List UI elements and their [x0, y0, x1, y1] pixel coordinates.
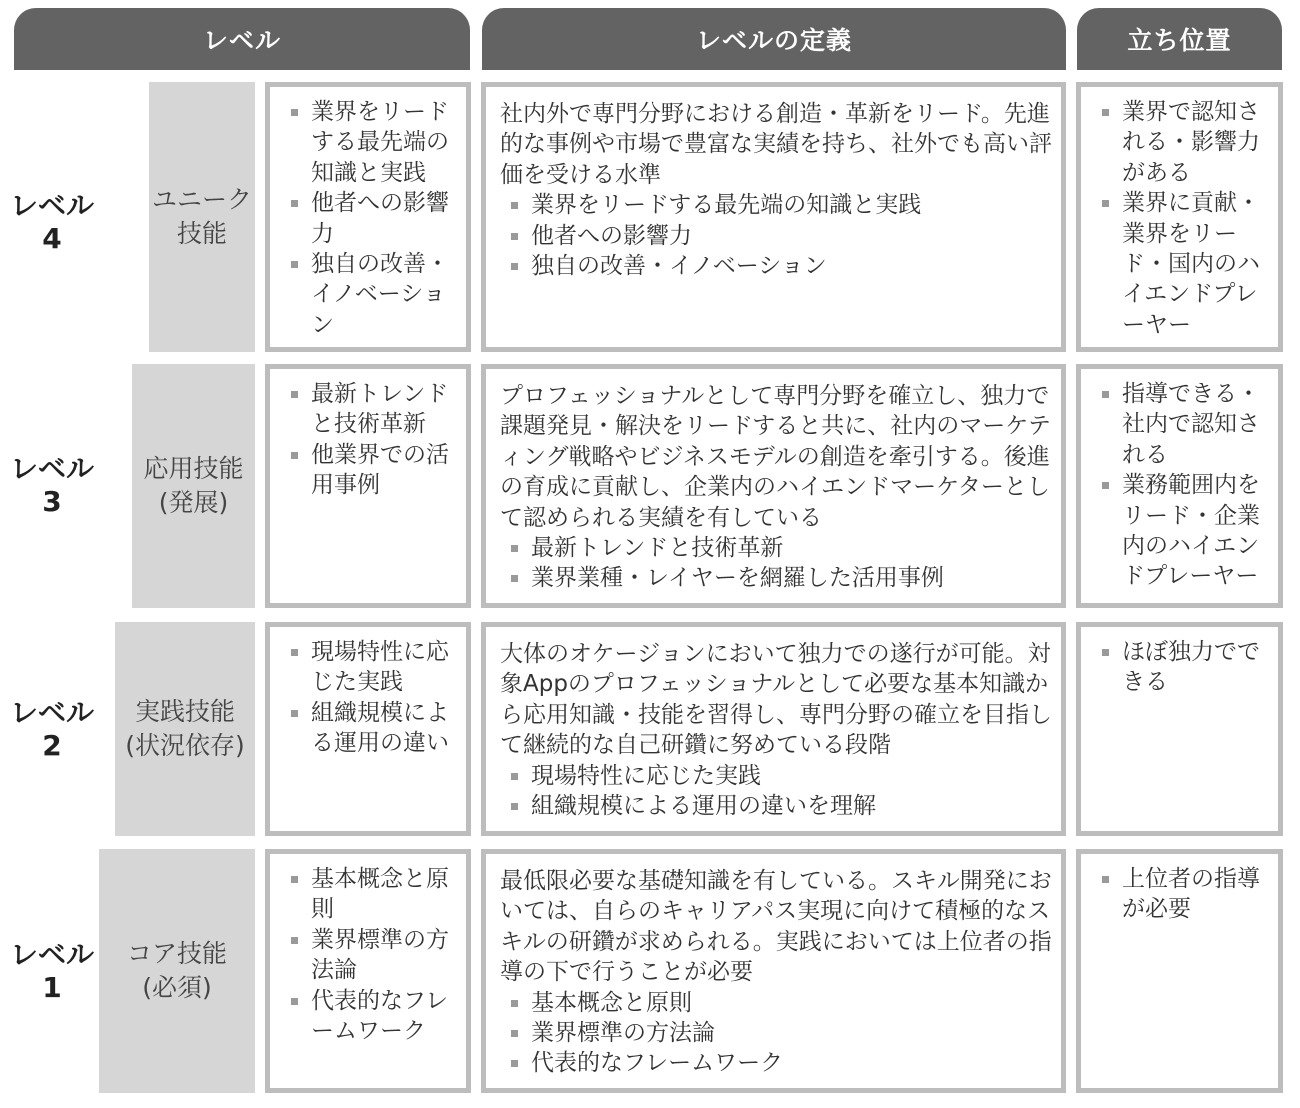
- definition-text: 最低限必要な基礎知識を有している。スキル開発においては、自らのキャリアパス実現に向けて積極的なスキルの研鑽が求められる。実践においては上位者の指導の下で行うことが必要: [500, 868, 1052, 986]
- header-definition: レベルの定義: [482, 8, 1066, 70]
- definition-bullet: 基本概念と原則: [508, 988, 1053, 1018]
- position-item: ほぼ独力でできる: [1099, 637, 1272, 698]
- level-3-label: レベル 3: [9, 452, 94, 518]
- level-2-label: レベル 2: [9, 696, 94, 762]
- definition-bullet: 他者への影響力: [508, 221, 1053, 251]
- definition-bullet: 独自の改善・イノベーション: [508, 251, 1053, 281]
- keyword-item: 他者への影響力: [288, 188, 458, 249]
- position-item: 業界に貢献・業界をリード・国内のハイエンドプレーヤー: [1099, 188, 1272, 340]
- level-2-keywords: [265, 622, 471, 836]
- keyword-item: 業界をリードする最先端の知識と実践: [288, 97, 458, 188]
- level-4-label: レベル 4: [9, 189, 94, 255]
- position-item: 指導できる・社内で認知される: [1099, 379, 1272, 470]
- level-1-definition: [481, 849, 1066, 1093]
- position-item: 業界で認知される・影響力がある: [1099, 97, 1272, 188]
- level-4-definition: [481, 82, 1066, 352]
- keyword-item: 独自の改善・イノベーション: [288, 249, 458, 340]
- definition-bullet: 業界標準の方法論: [508, 1018, 1053, 1048]
- level-3-position: [1076, 364, 1283, 608]
- level-4-keywords: [265, 82, 471, 352]
- definition-bullet: 現場特性に応じた実践: [508, 761, 1053, 791]
- level-4-category: ユニーク 技能: [149, 82, 255, 352]
- definition-text: プロフェッショナルとして専門分野を確立し、独力で課題発見・解決をリードすると共に、社内のマーケティング戦略やビジネスモデルの創造を牽引する。後進の育成に貢献し、企業内のハイエンドマーケターとして認められる実績を有している: [500, 383, 1051, 531]
- level-1-category: コア技能 (必須): [99, 849, 255, 1093]
- definition-bullet: 最新トレンドと技術革新: [508, 533, 1053, 563]
- header-level: レベル: [14, 8, 470, 70]
- keyword-item: 業界標準の方法論: [288, 925, 458, 986]
- definition-bullet: 業界をリードする最先端の知識と実践: [508, 190, 1053, 220]
- position-item: 上位者の指導が必要: [1099, 864, 1272, 925]
- keyword-item: 最新トレンドと技術革新: [288, 379, 458, 440]
- level-3-category: 応用技能 (発展): [132, 364, 255, 608]
- level-2-category: 実践技能 (状況依存): [115, 622, 255, 836]
- level-1-position: [1076, 849, 1283, 1093]
- level-3-definition: [481, 364, 1066, 608]
- definition-bullet: 業界業種・レイヤーを網羅した活用事例: [508, 563, 1053, 593]
- position-item: 業務範囲内をリード・企業内のハイエンドプレーヤー: [1099, 470, 1272, 592]
- keyword-item: 基本概念と原則: [288, 864, 458, 925]
- definition-bullet: 組織規模による運用の違いを理解: [508, 791, 1053, 821]
- definition-bullet: 代表的なフレームワーク: [508, 1048, 1053, 1078]
- level-2-position: [1076, 622, 1283, 836]
- level-3-keywords: [265, 364, 471, 608]
- definition-text: 大体のオケージョンにおいて独力での遂行が可能。対象Appのプロフェッショナルとして必要な基本知識から応用知識・技能を習得し、専門分野の確立を目指して継続的な自己研鑽に努めている段階: [500, 641, 1052, 759]
- definition-text: 社内外で専門分野における創造・革新をリード。先進的な事例や市場で豊富な実績を持ち、社外でも高い評価を受ける水準: [500, 101, 1052, 188]
- header-position: 立ち位置: [1077, 8, 1282, 70]
- level-1-keywords: [265, 849, 471, 1093]
- level-2-definition: [481, 622, 1066, 836]
- keyword-item: 代表的なフレームワーク: [288, 986, 458, 1047]
- keyword-item: 現場特性に応じた実践: [288, 637, 458, 698]
- keyword-item: 他業界での活用事例: [288, 440, 458, 501]
- level-4-position: [1076, 82, 1283, 352]
- keyword-item: 組織規模による運用の違い: [288, 698, 458, 759]
- level-1-label: レベル 1: [9, 938, 94, 1004]
